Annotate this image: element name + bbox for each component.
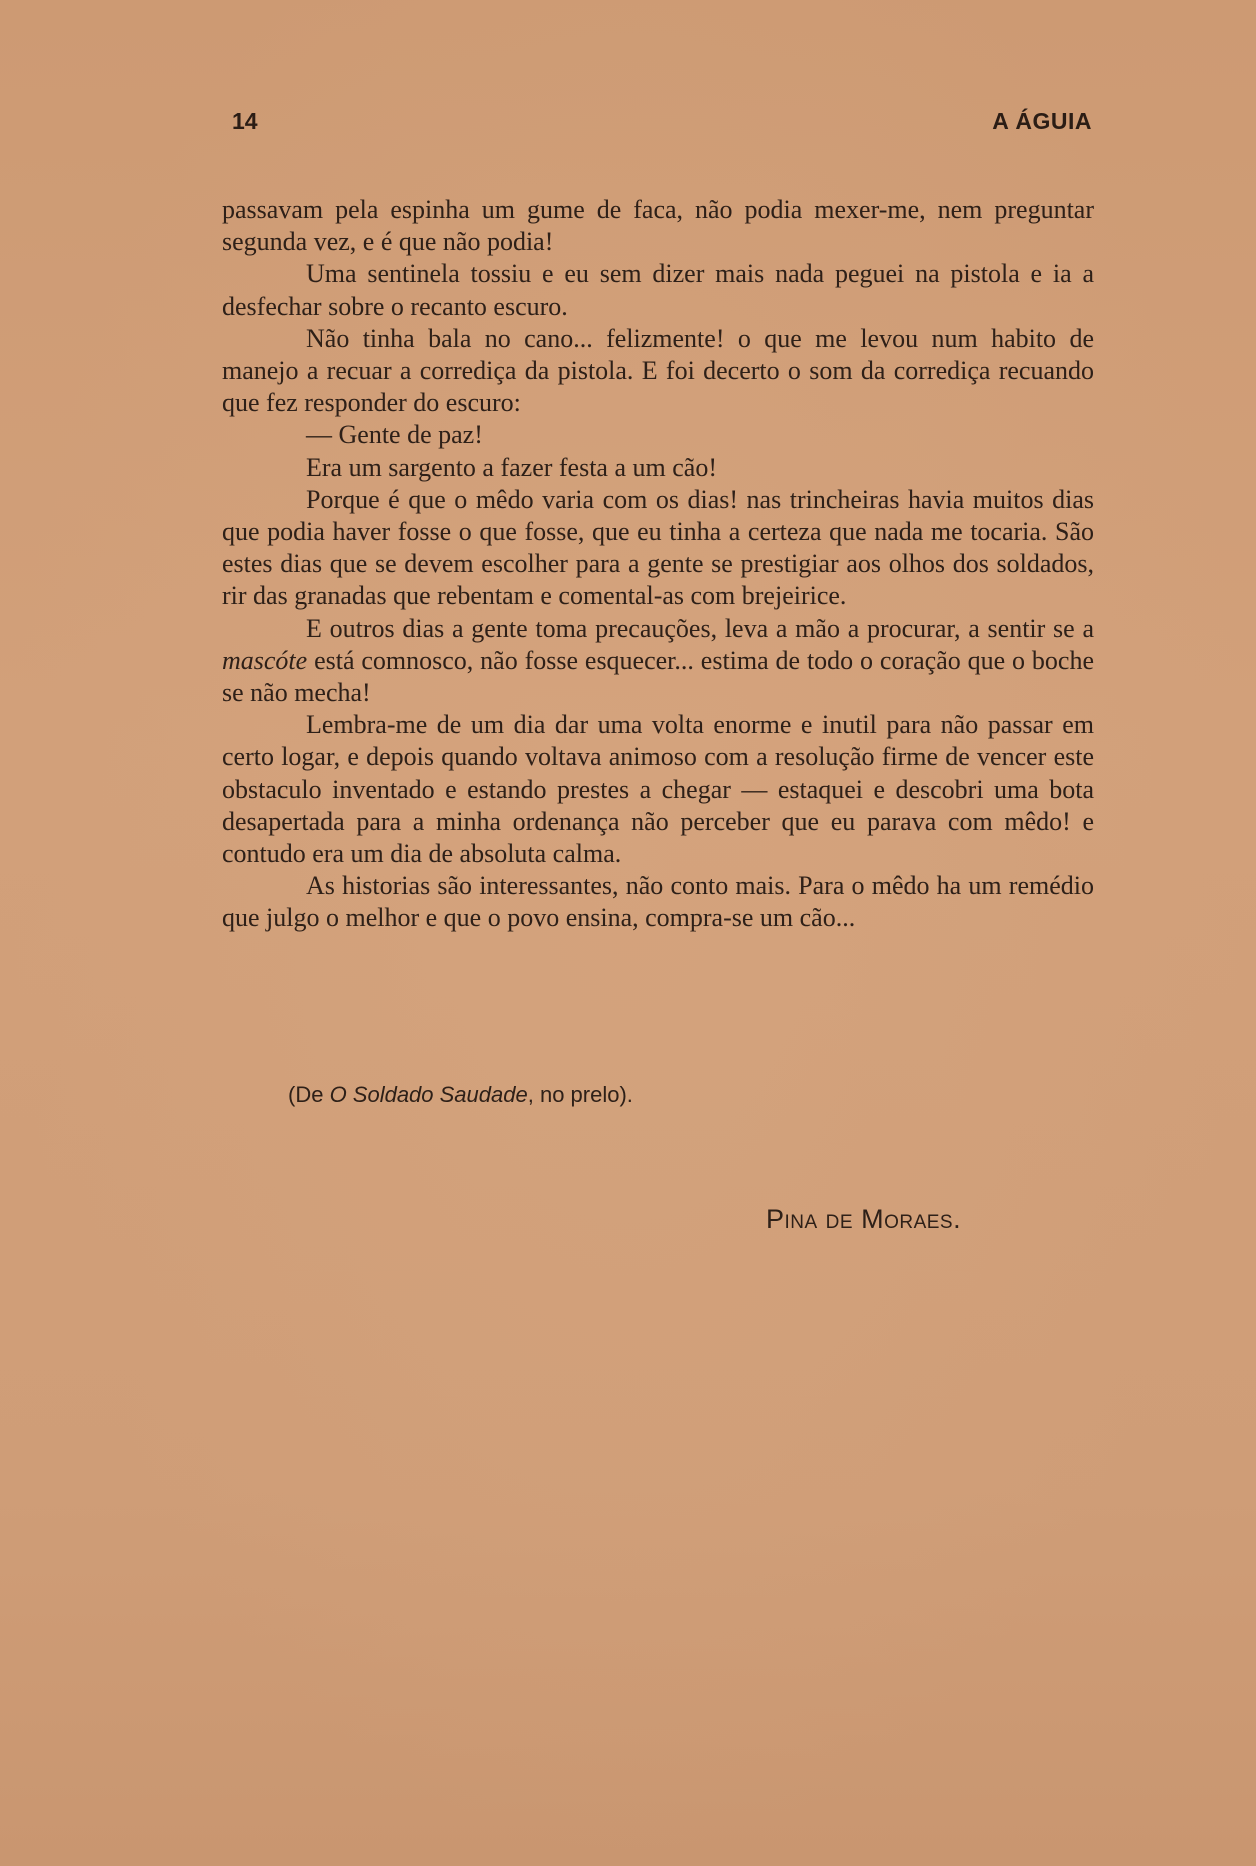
citation-book-title: O Soldado Saudade bbox=[329, 1082, 528, 1107]
paragraph: Era um sargento a fazer festa a um cão! bbox=[306, 452, 717, 482]
paragraph: Uma sentinela tossiu e eu sem dizer mais nada peguei na pistola e ia a desfechar sobre o recanto escuro. bbox=[222, 259, 1094, 321]
paragraph bbox=[222, 613, 1094, 710]
author-signature: Pina de Moraes. bbox=[766, 1204, 962, 1234]
paragraph-text: está comnosco, não fosse esquecer... estima de todo o coração que o boche se não mecha! bbox=[222, 645, 1094, 708]
source-citation bbox=[288, 1082, 633, 1108]
citation-prefix: (De bbox=[288, 1082, 330, 1107]
paragraph: Porque é que o mêdo varia com os dias! nas trincheiras havia muitos dias que podia haver fosse o que fosse, que eu tinha a certeza que nada me tocaria. São estes dias que se devem escolher para a gente se prestigiar aos olhos dos soldados, rir das granadas que rebentam e comental-as com brejeirice. bbox=[222, 484, 1094, 611]
dialogue-line: — Gente de paz! bbox=[306, 420, 483, 450]
paragraph: Não tinha bala no cano... felizmente! o que me levou num habito de manejo a recuar a corrediça da pistola. E foi decerto o som da corrediça recuando que fez responder do escuro: bbox=[222, 323, 1094, 418]
body-text bbox=[222, 194, 1094, 935]
journal-title: A ÁGUIA bbox=[992, 108, 1092, 134]
citation-suffix: , no prelo). bbox=[527, 1082, 633, 1107]
paragraph-text: E outros dias a gente toma precauções, leva a mão a procurar, a sentir se a bbox=[306, 613, 1094, 643]
italic-word: mascóte bbox=[222, 645, 308, 675]
paragraph: As historias são interessantes, não conto mais. Para o mêdo ha um remédio que julgo o melhor e que o povo ensina, compra-se um cão... bbox=[222, 871, 1094, 933]
running-head bbox=[232, 108, 1092, 142]
paragraph: Lembra-me de um dia dar uma volta enorme e inutil para não passar em certo logar, e depois quando voltava animoso com a resolução firme de vencer este obstaculo inventado e estando prestes a chegar — estaquei e descobri uma bota desapertada para a minha ordenança não perceber que eu parava com mêdo! e contudo era um dia de absoluta calma. bbox=[222, 710, 1094, 869]
paragraph: passavam pela espinha um gume de faca, não podia mexer-me, nem preguntar segunda vez, e é que não podia! bbox=[222, 195, 1094, 257]
page-number: 14 bbox=[232, 108, 258, 134]
